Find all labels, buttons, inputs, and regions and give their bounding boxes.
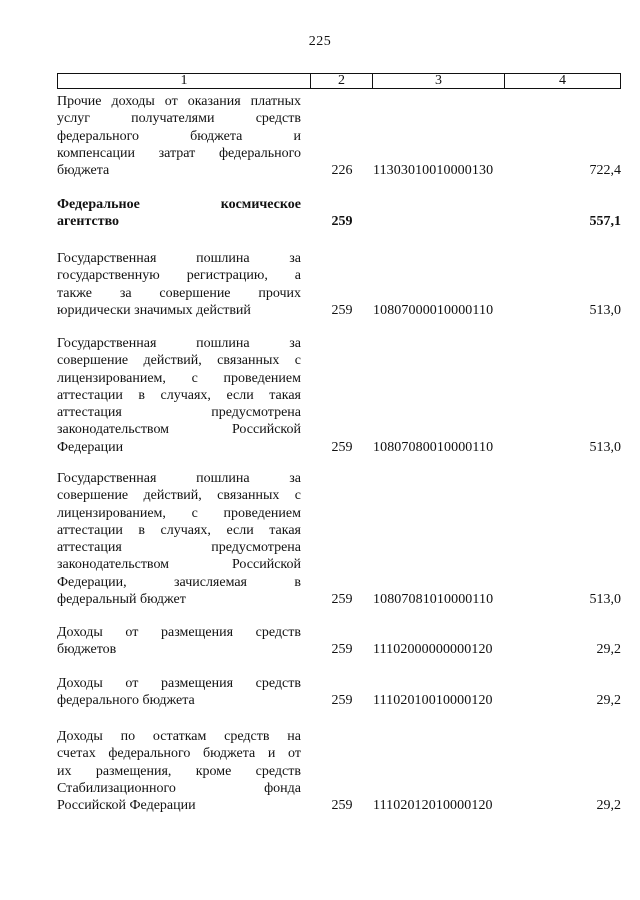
- description-line: Прочие доходы от оказания платных: [57, 94, 301, 109]
- row-kbk-code: 10807080010000110: [373, 439, 494, 455]
- row-amount: 513,0: [589, 592, 621, 608]
- row-code: 259: [331, 642, 353, 658]
- header-col-4: 4: [559, 73, 566, 88]
- row-description: [57, 728, 301, 814]
- header-col-2: 2: [311, 74, 373, 88]
- description-line: услуг получателями средств: [57, 111, 301, 127]
- row-description: [57, 624, 301, 659]
- header-col-1: 1: [58, 74, 311, 88]
- description-line: компенсации затрат федерального: [57, 145, 301, 161]
- description-line: Федеральное космическое: [57, 197, 301, 212]
- row-code: 259: [331, 693, 353, 709]
- description-line: Российской Федерации: [57, 798, 196, 814]
- table-header: [57, 73, 621, 89]
- description-line: Федерации: [57, 439, 124, 455]
- row-amount: 29,2: [596, 642, 621, 658]
- row-amount: 29,2: [596, 798, 621, 814]
- description-line: совершение действий, связанных с: [57, 353, 301, 369]
- description-line: счетах федерального бюджета и от: [57, 746, 301, 762]
- header-col-3: 3: [373, 74, 505, 88]
- description-line: Доходы от размещения средств: [57, 625, 301, 640]
- row-kbk-code: 11102010010000120: [373, 693, 493, 709]
- description-line: бюджета: [57, 163, 110, 179]
- description-line: Федерации, зачисляемая в: [57, 574, 301, 590]
- description-line: совершение действий, связанных с: [57, 488, 301, 504]
- description-line: агентство: [57, 214, 120, 230]
- row-amount: 557,1: [589, 214, 621, 230]
- row-description: [57, 675, 301, 710]
- description-line: аттестация предусмотрена: [57, 540, 301, 556]
- description-line: лицензированием, с проведением: [57, 370, 301, 386]
- row-code: 259: [331, 302, 353, 318]
- row-description: [57, 93, 301, 179]
- row-kbk-code: 10807081010000110: [373, 592, 494, 608]
- row-amount: 513,0: [589, 302, 621, 318]
- row-code: 259: [331, 592, 353, 608]
- description-line: аттестации в случаях, если такая: [57, 387, 301, 403]
- description-line: Государственная пошлина за: [57, 336, 301, 351]
- row-kbk-code: 11102000000000120: [373, 642, 493, 658]
- row-code: 259: [331, 214, 353, 230]
- description-line: аттестация предусмотрена: [57, 405, 301, 421]
- row-code: 259: [331, 798, 353, 814]
- description-line: юридически значимых действий: [57, 302, 251, 318]
- description-line: Государственная пошлина за: [57, 251, 301, 266]
- description-line: лицензированием, с проведением: [57, 505, 301, 521]
- description-line: бюджетов: [57, 642, 117, 658]
- row-amount: 722,4: [589, 163, 621, 179]
- row-description: [57, 335, 301, 456]
- row-description: [57, 470, 301, 608]
- row-description: [57, 196, 301, 231]
- description-line: Доходы по остаткам средств на: [57, 729, 301, 744]
- row-amount: 513,0: [589, 439, 621, 455]
- description-line: также за совершение прочих: [57, 285, 301, 301]
- description-line: Стабилизационного фонда: [57, 780, 301, 796]
- row-amount: 29,2: [596, 693, 621, 709]
- description-line: федерального бюджета: [57, 693, 195, 709]
- description-line: Доходы от размещения средств: [57, 676, 301, 691]
- row-kbk-code: 10807000010000110: [373, 302, 494, 318]
- description-line: государственную регистрацию, а: [57, 268, 301, 284]
- description-line: законодательством Российской: [57, 557, 301, 573]
- row-kbk-code: 11303010010000130: [373, 163, 494, 179]
- description-line: законодательством Российской: [57, 422, 301, 438]
- row-description: [57, 250, 301, 319]
- description-line: их размещения, кроме средств: [57, 763, 301, 779]
- row-kbk-code: 11102012010000120: [373, 798, 493, 814]
- description-line: федерального бюджета и: [57, 128, 301, 144]
- page-number: 225: [308, 34, 332, 49]
- description-line: аттестации в случаях, если такая: [57, 522, 301, 538]
- description-line: федеральный бюджет: [57, 592, 186, 608]
- row-code: 226: [331, 163, 353, 179]
- row-code: 259: [331, 439, 353, 455]
- description-line: Государственная пошлина за: [57, 471, 301, 486]
